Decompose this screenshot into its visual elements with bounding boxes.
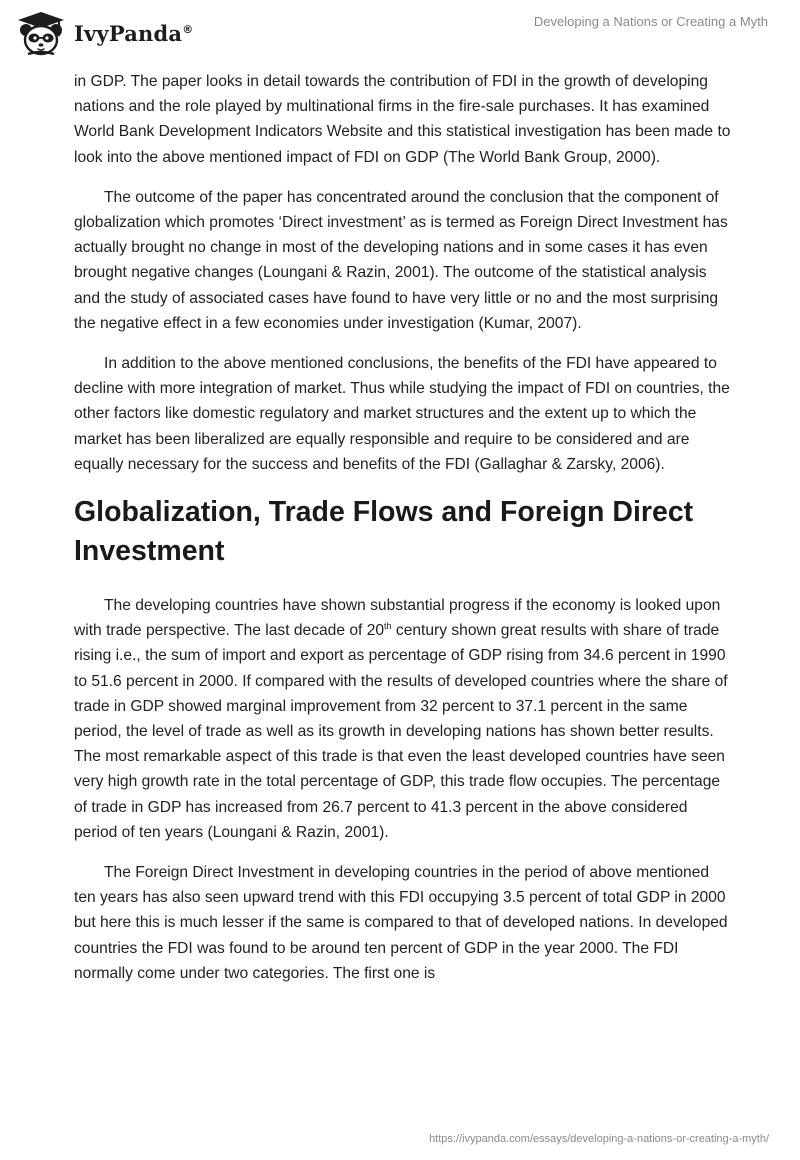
registered-mark: ® <box>182 22 194 36</box>
section-heading: Globalization, Trade Flows and Foreign Direct Investment <box>74 496 694 568</box>
page-header <box>0 0 800 64</box>
panda-graduate-icon <box>14 10 68 56</box>
source-url[interactable]: https://ivypanda.com/essays/developing-a-nations-or-creating-a-myth/ <box>429 1133 769 1145</box>
brand-name: IvyPanda® <box>74 20 194 46</box>
paragraph-5: The Foreign Direct Investment in developing countries in the period of above mentioned ten years has also seen upward trend with this FDI occupying 3.5 percent of total GDP in 2000 but here this is much lesser if the same is compared to that of developed nations. In developed countries the FDI was found to be around ten percent of GDP in the year 2000. The FDI normally come under two categories. The first one is <box>74 864 728 982</box>
ordinal-superscript: th <box>384 621 392 632</box>
paragraph-4-part-b: century shown great results with share of trade rising i.e., the sum of import and export as percentage of GDP rising from 34.6 percent in 1990 to 51.6 percent in 2000. If compared with the results of developed countries where the share of trade in GDP showed marginal improvement from 32 percent to 37.1 percent in the same period, the level of trade as well as its growth in developing nations has shown better results. The most remarkable aspect of this trade is that even the least developed countries have seen very high growth rate in the total percentage of GDP, this trade flow occupies. The percentage of trade in GDP has increased from 26.7 percent to 41.3 percent in the above considered period of ten years (Loungani & Razin, 2001). <box>74 622 728 841</box>
paragraph-4-part-a: The developing countries have shown substantial progress if the economy is looked upon with trade perspective. The last decade of 20 <box>74 597 721 640</box>
paragraph-1: in GDP. The paper looks in detail towards the contribution of FDI in the growth of developing nations and the role played by multinational firms in the fire-sale purchases. It has examined World Bank Development Indicators Website and this statistical investigation has been made to look into the above mentioned impact of FDI on GDP (The World Bank Group, 2000). <box>74 73 731 166</box>
paragraph-2: The outcome of the paper has concentrated around the conclusion that the component of globalization which promotes ‘Direct investment’ as is termed as Foreign Direct Investment has actually brought no change in most of the developing nations and in some cases it has even brought negative changes (Loungani & Razin, 2001). The outcome of the statistical analysis and the study of associated cases have found to have very little or no and the most surprising the negative effect in a few economies under investigation (Kumar, 2007). <box>74 188 728 332</box>
paragraph-3: In addition to the above mentioned conclusions, the benefits of the FDI have appeared to decline with more integration of market. Thus while studying the impact of FDI on countries, the other factors like domestic regulatory and market structures and the extent up to which the market has been liberalized are equally responsible and require to be considered and are equally necessary for the success and benefits of the FDI (Gallaghar & Zarsky, 2006). <box>74 355 730 473</box>
brand-logo[interactable] <box>14 8 214 58</box>
document-title: Developing a Nations or Creating a Myth <box>533 14 768 29</box>
essay-content <box>74 69 734 1001</box>
paragraph-4 <box>74 593 734 845</box>
